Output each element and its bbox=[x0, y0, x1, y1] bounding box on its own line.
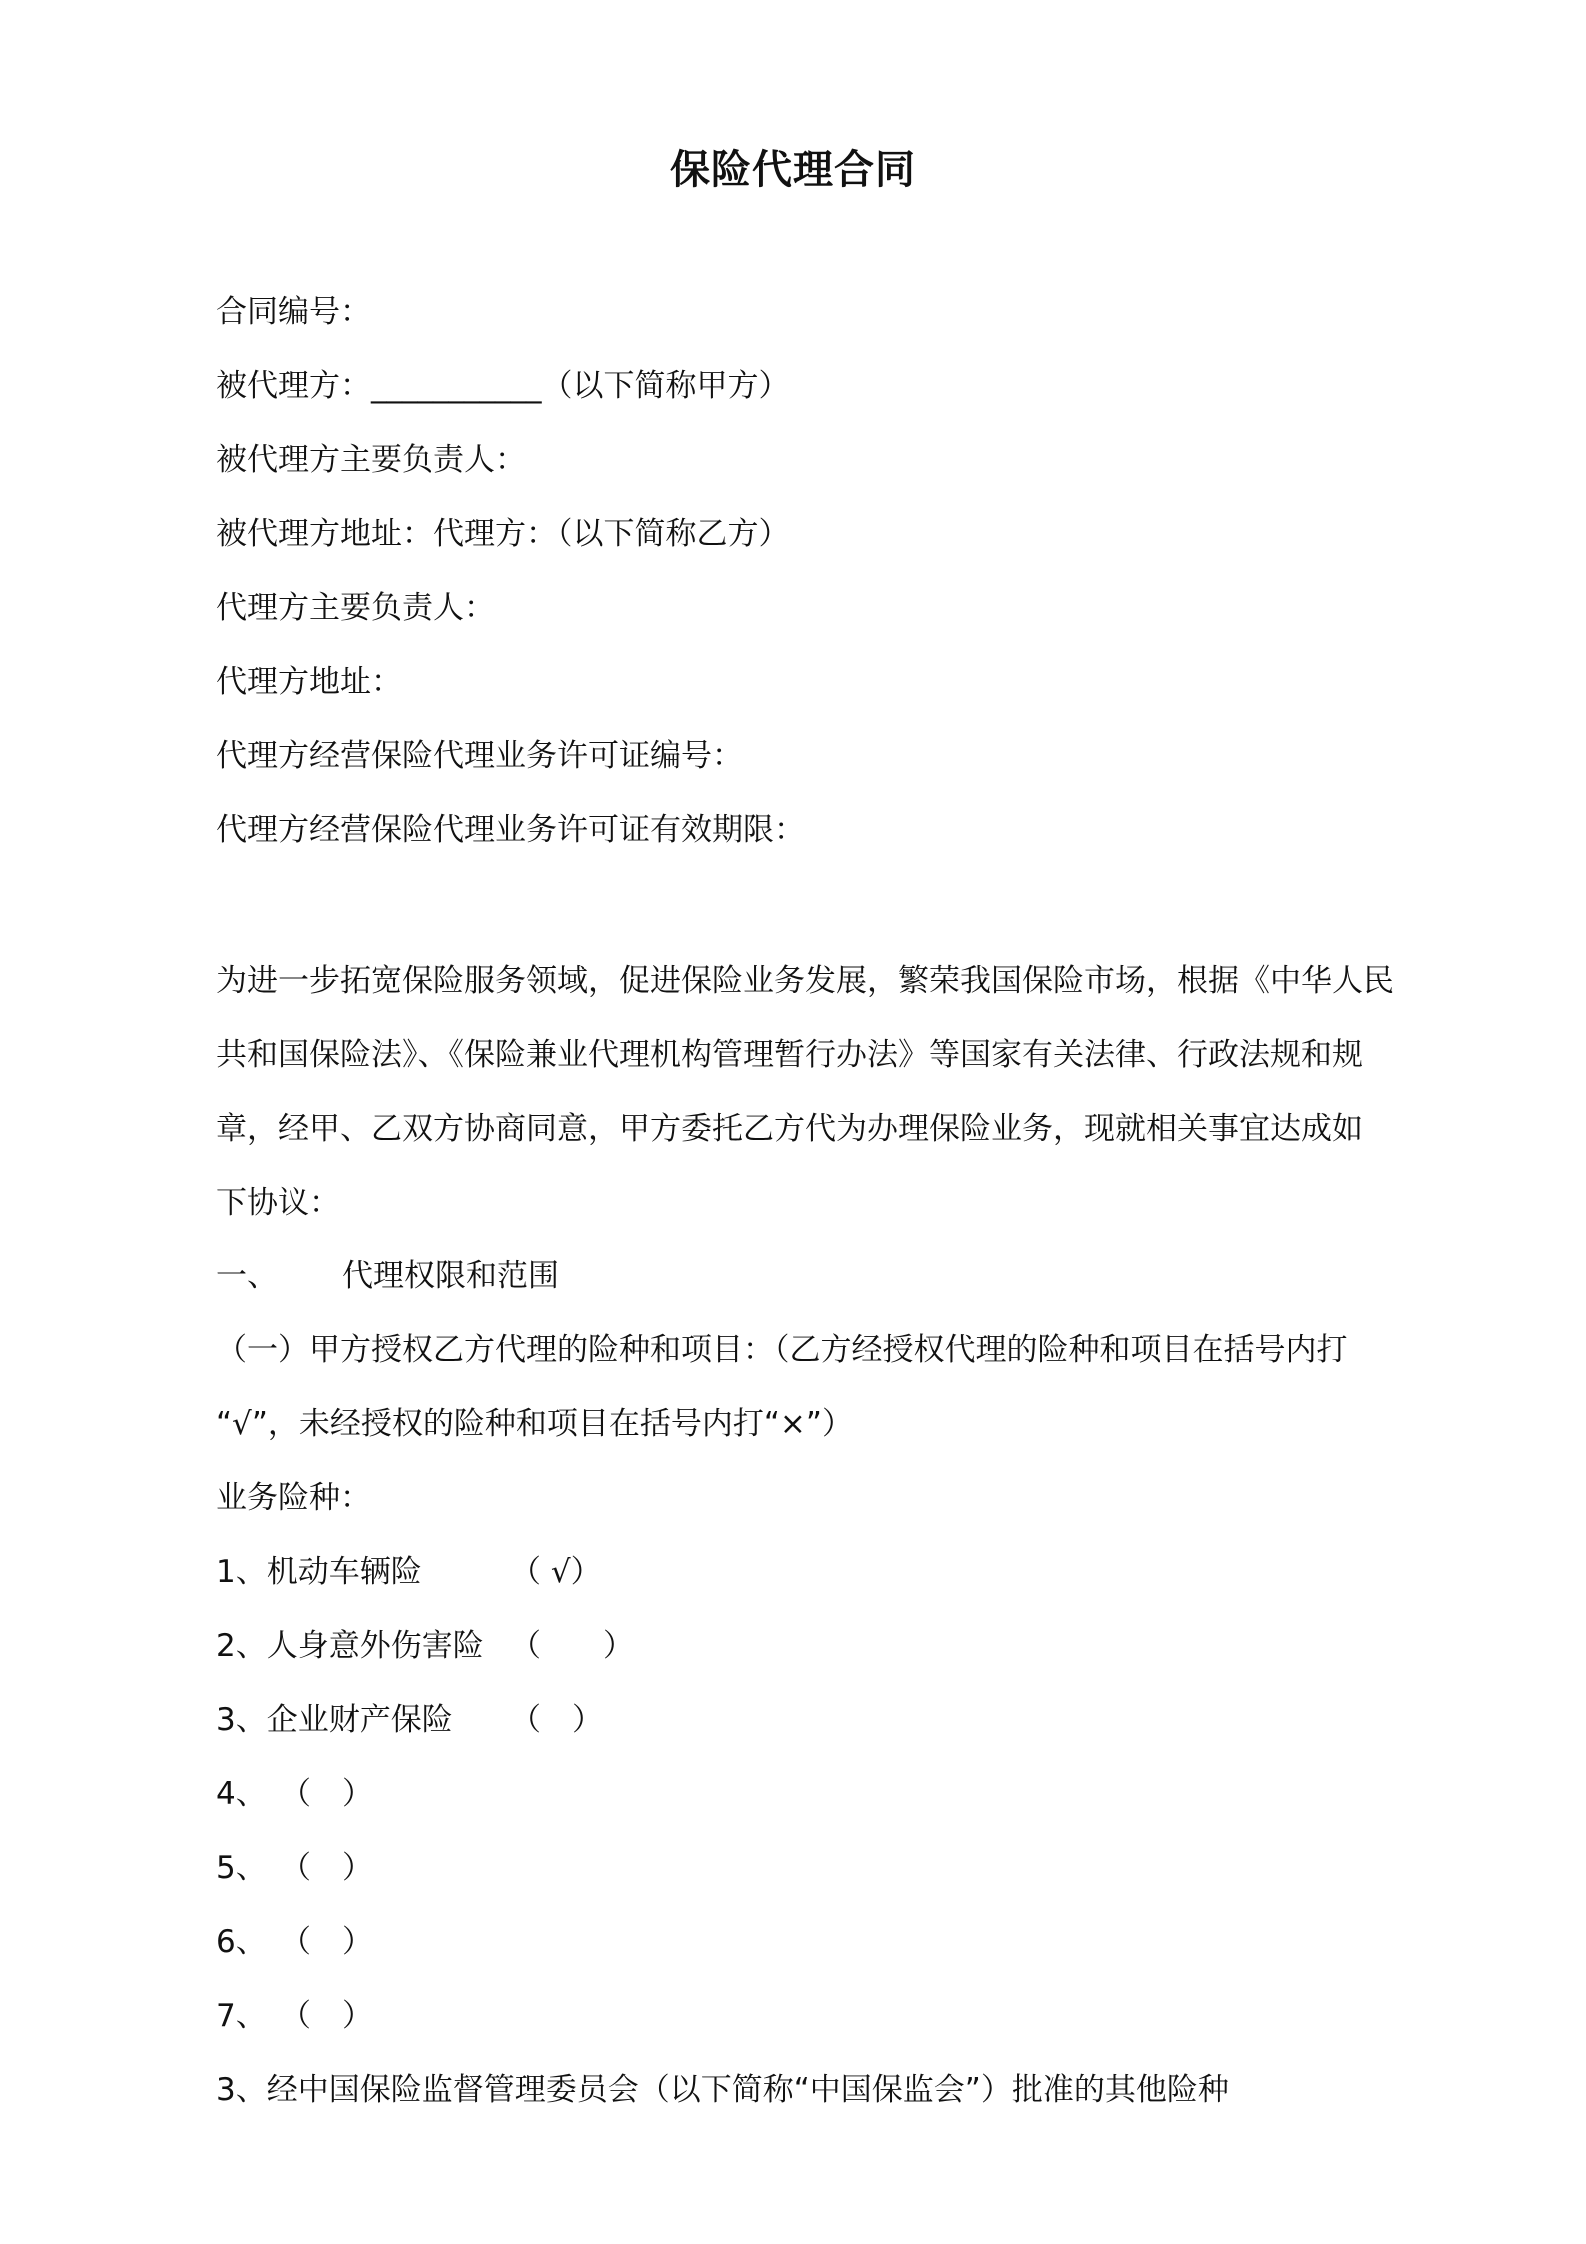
item-label: 4、 bbox=[216, 1776, 267, 1812]
item-label: 7、 bbox=[216, 1998, 267, 2034]
section-title: 代理权限和范围 bbox=[342, 1258, 559, 1294]
preamble-line: 为进一步拓宽保险服务领域，促进保险业务发展，繁荣我国保险市场，根据《中华人民 bbox=[216, 963, 1394, 999]
item-label: 5、 bbox=[216, 1850, 267, 1886]
contract-number-line: 合同编号： bbox=[216, 294, 371, 330]
insurance-item bbox=[216, 1922, 373, 1962]
agent-address-line: 代理方地址： bbox=[216, 664, 402, 700]
insurance-item bbox=[216, 1700, 603, 1740]
section-number: 一、 bbox=[216, 1258, 278, 1294]
item-label: 6、 bbox=[216, 1924, 267, 1960]
business-types-label: 业务险种： bbox=[216, 1480, 371, 1516]
preamble-paragraph bbox=[216, 944, 1416, 1240]
preamble-line: 章，经甲、乙双方协商同意，甲方委托乙方代为办理保险业务，现就相关事宜达成如 bbox=[216, 1111, 1363, 1147]
insurance-item bbox=[216, 1996, 373, 2036]
item-mark: （ ） bbox=[280, 1924, 373, 1960]
preamble-line: 下协议： bbox=[216, 1185, 340, 1221]
principal-line: 被代理方：___________（以下简称甲方） bbox=[216, 368, 790, 404]
insurance-item bbox=[216, 1552, 602, 1592]
item-label: 1、机动车辆险 bbox=[216, 1554, 422, 1590]
insurance-item bbox=[216, 1848, 373, 1888]
subsection-line-2: “√”，未经授权的险种和项目在括号内打“×”） bbox=[216, 1406, 853, 1442]
insurance-item bbox=[216, 1626, 634, 1666]
other-insurance-line: 3、经中国保险监督管理委员会（以下简称“中国保监会”）批准的其他险种 bbox=[216, 2072, 1229, 2108]
item-mark: （ √） bbox=[510, 1554, 602, 1590]
item-label: 3、企业财产保险 bbox=[216, 1702, 453, 1738]
item-label: 2、人身意外伤害险 bbox=[216, 1628, 484, 1664]
preamble-line: 共和国保险法》、《保险兼业代理机构管理暂行办法》等国家有关法律、行政法规和规 bbox=[216, 1037, 1363, 1073]
insurance-item bbox=[216, 1774, 373, 1814]
principal-address-line: 被代理方地址：代理方：（以下简称乙方） bbox=[216, 516, 790, 552]
item-mark: （ ） bbox=[510, 1628, 634, 1664]
item-mark: （ ） bbox=[280, 1998, 373, 2034]
item-mark: （ ） bbox=[280, 1850, 373, 1886]
subsection-line-1: （一）甲方授权乙方代理的险种和项目：（乙方经授权代理的险种和项目在括号内打 bbox=[216, 1332, 1348, 1368]
agent-head-line: 代理方主要负责人： bbox=[216, 590, 495, 626]
section-heading bbox=[216, 1256, 559, 1296]
item-mark: （ ） bbox=[510, 1702, 603, 1738]
item-mark: （ ） bbox=[280, 1776, 373, 1812]
page-title: 保险代理合同 bbox=[670, 147, 916, 193]
license-number-line: 代理方经营保险代理业务许可证编号： bbox=[216, 738, 743, 774]
principal-head-line: 被代理方主要负责人： bbox=[216, 442, 526, 478]
license-term-line: 代理方经营保险代理业务许可证有效期限： bbox=[216, 812, 805, 848]
